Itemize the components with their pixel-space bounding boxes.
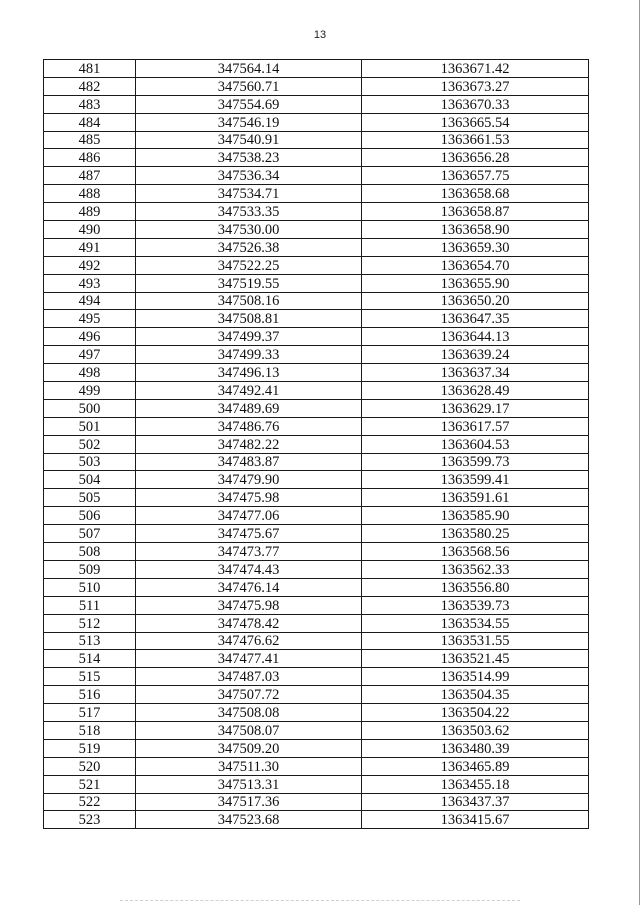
x-coordinate-cell: 347546.19 bbox=[136, 113, 362, 131]
x-coordinate-cell: 347536.34 bbox=[136, 167, 362, 185]
y-coordinate-cell: 1363671.42 bbox=[362, 60, 589, 78]
x-coordinate-cell: 347487.03 bbox=[136, 668, 362, 686]
x-coordinate-cell: 347475.98 bbox=[136, 489, 362, 507]
x-coordinate-cell: 347478.42 bbox=[136, 614, 362, 632]
table-row bbox=[44, 399, 589, 417]
y-coordinate-cell: 1363658.90 bbox=[362, 221, 589, 239]
y-coordinate-cell: 1363585.90 bbox=[362, 507, 589, 525]
x-coordinate-cell: 347533.35 bbox=[136, 203, 362, 221]
x-coordinate-cell: 347476.14 bbox=[136, 578, 362, 596]
point-number-cell: 494 bbox=[44, 292, 136, 310]
point-number-cell: 500 bbox=[44, 399, 136, 417]
point-number-cell: 508 bbox=[44, 543, 136, 561]
y-coordinate-cell: 1363556.80 bbox=[362, 578, 589, 596]
x-coordinate-cell: 347508.07 bbox=[136, 721, 362, 739]
table-row bbox=[44, 435, 589, 453]
y-coordinate-cell: 1363655.90 bbox=[362, 274, 589, 292]
y-coordinate-cell: 1363504.22 bbox=[362, 704, 589, 722]
x-coordinate-cell: 347508.81 bbox=[136, 310, 362, 328]
table-row bbox=[44, 811, 589, 829]
point-number-cell: 495 bbox=[44, 310, 136, 328]
y-coordinate-cell: 1363455.18 bbox=[362, 775, 589, 793]
y-coordinate-cell: 1363599.73 bbox=[362, 453, 589, 471]
table-row bbox=[44, 364, 589, 382]
y-coordinate-cell: 1363591.61 bbox=[362, 489, 589, 507]
y-coordinate-cell: 1363604.53 bbox=[362, 435, 589, 453]
table-row bbox=[44, 471, 589, 489]
y-coordinate-cell: 1363647.35 bbox=[362, 310, 589, 328]
table-row bbox=[44, 167, 589, 185]
point-number-cell: 493 bbox=[44, 274, 136, 292]
page-number: 13 bbox=[313, 29, 327, 41]
x-coordinate-cell: 347526.38 bbox=[136, 238, 362, 256]
point-number-cell: 489 bbox=[44, 203, 136, 221]
x-coordinate-cell: 347534.71 bbox=[136, 185, 362, 203]
x-coordinate-cell: 347507.72 bbox=[136, 686, 362, 704]
y-coordinate-cell: 1363656.28 bbox=[362, 149, 589, 167]
table-row bbox=[44, 775, 589, 793]
point-number-cell: 521 bbox=[44, 775, 136, 793]
table-row bbox=[44, 793, 589, 811]
table-row bbox=[44, 560, 589, 578]
point-number-cell: 505 bbox=[44, 489, 136, 507]
table-row bbox=[44, 650, 589, 668]
y-coordinate-cell: 1363480.39 bbox=[362, 739, 589, 757]
table-row bbox=[44, 686, 589, 704]
y-coordinate-cell: 1363639.24 bbox=[362, 346, 589, 364]
point-number-cell: 491 bbox=[44, 238, 136, 256]
y-coordinate-cell: 1363654.70 bbox=[362, 256, 589, 274]
x-coordinate-cell: 347508.08 bbox=[136, 704, 362, 722]
x-coordinate-cell: 347492.41 bbox=[136, 382, 362, 400]
x-coordinate-cell: 347511.30 bbox=[136, 757, 362, 775]
table-row bbox=[44, 113, 589, 131]
y-coordinate-cell: 1363437.37 bbox=[362, 793, 589, 811]
table-row bbox=[44, 632, 589, 650]
point-number-cell: 516 bbox=[44, 686, 136, 704]
table-row bbox=[44, 417, 589, 435]
y-coordinate-cell: 1363531.55 bbox=[362, 632, 589, 650]
table-row bbox=[44, 578, 589, 596]
point-number-cell: 517 bbox=[44, 704, 136, 722]
coordinates-table bbox=[43, 59, 589, 829]
point-number-cell: 483 bbox=[44, 95, 136, 113]
table-row bbox=[44, 507, 589, 525]
table-row bbox=[44, 525, 589, 543]
point-number-cell: 484 bbox=[44, 113, 136, 131]
x-coordinate-cell: 347564.14 bbox=[136, 60, 362, 78]
table-row bbox=[44, 346, 589, 364]
table-row bbox=[44, 739, 589, 757]
x-coordinate-cell: 347496.13 bbox=[136, 364, 362, 382]
bottom-divider bbox=[120, 900, 520, 901]
x-coordinate-cell: 347554.69 bbox=[136, 95, 362, 113]
point-number-cell: 482 bbox=[44, 77, 136, 95]
table-row bbox=[44, 203, 589, 221]
table-row bbox=[44, 489, 589, 507]
x-coordinate-cell: 347489.69 bbox=[136, 399, 362, 417]
point-number-cell: 510 bbox=[44, 578, 136, 596]
x-coordinate-cell: 347482.22 bbox=[136, 435, 362, 453]
table-row bbox=[44, 274, 589, 292]
point-number-cell: 492 bbox=[44, 256, 136, 274]
y-coordinate-cell: 1363658.87 bbox=[362, 203, 589, 221]
y-coordinate-cell: 1363665.54 bbox=[362, 113, 589, 131]
point-number-cell: 503 bbox=[44, 453, 136, 471]
table-row bbox=[44, 256, 589, 274]
point-number-cell: 518 bbox=[44, 721, 136, 739]
x-coordinate-cell: 347499.37 bbox=[136, 328, 362, 346]
table-row bbox=[44, 721, 589, 739]
x-coordinate-cell: 347522.25 bbox=[136, 256, 362, 274]
y-coordinate-cell: 1363658.68 bbox=[362, 185, 589, 203]
y-coordinate-cell: 1363629.17 bbox=[362, 399, 589, 417]
x-coordinate-cell: 347517.36 bbox=[136, 793, 362, 811]
table-row bbox=[44, 328, 589, 346]
x-coordinate-cell: 347499.33 bbox=[136, 346, 362, 364]
y-coordinate-cell: 1363650.20 bbox=[362, 292, 589, 310]
table-row bbox=[44, 668, 589, 686]
table-row bbox=[44, 757, 589, 775]
point-number-cell: 506 bbox=[44, 507, 136, 525]
point-number-cell: 486 bbox=[44, 149, 136, 167]
x-coordinate-cell: 347475.67 bbox=[136, 525, 362, 543]
point-number-cell: 512 bbox=[44, 614, 136, 632]
x-coordinate-cell: 347538.23 bbox=[136, 149, 362, 167]
y-coordinate-cell: 1363670.33 bbox=[362, 95, 589, 113]
table-row bbox=[44, 704, 589, 722]
point-number-cell: 523 bbox=[44, 811, 136, 829]
point-number-cell: 513 bbox=[44, 632, 136, 650]
x-coordinate-cell: 347523.68 bbox=[136, 811, 362, 829]
y-coordinate-cell: 1363599.41 bbox=[362, 471, 589, 489]
x-coordinate-cell: 347486.76 bbox=[136, 417, 362, 435]
point-number-cell: 496 bbox=[44, 328, 136, 346]
y-coordinate-cell: 1363514.99 bbox=[362, 668, 589, 686]
point-number-cell: 502 bbox=[44, 435, 136, 453]
x-coordinate-cell: 347474.43 bbox=[136, 560, 362, 578]
y-coordinate-cell: 1363539.73 bbox=[362, 596, 589, 614]
x-coordinate-cell: 347476.62 bbox=[136, 632, 362, 650]
point-number-cell: 490 bbox=[44, 221, 136, 239]
y-coordinate-cell: 1363521.45 bbox=[362, 650, 589, 668]
x-coordinate-cell: 347540.91 bbox=[136, 131, 362, 149]
coordinates-table-body bbox=[44, 60, 589, 829]
y-coordinate-cell: 1363568.56 bbox=[362, 543, 589, 561]
table-row bbox=[44, 596, 589, 614]
y-coordinate-cell: 1363637.34 bbox=[362, 364, 589, 382]
table-row bbox=[44, 453, 589, 471]
table-row bbox=[44, 310, 589, 328]
table-row bbox=[44, 238, 589, 256]
y-coordinate-cell: 1363628.49 bbox=[362, 382, 589, 400]
point-number-cell: 498 bbox=[44, 364, 136, 382]
table-row bbox=[44, 221, 589, 239]
point-number-cell: 504 bbox=[44, 471, 136, 489]
x-coordinate-cell: 347473.77 bbox=[136, 543, 362, 561]
point-number-cell: 519 bbox=[44, 739, 136, 757]
point-number-cell: 501 bbox=[44, 417, 136, 435]
table-row bbox=[44, 77, 589, 95]
y-coordinate-cell: 1363580.25 bbox=[362, 525, 589, 543]
point-number-cell: 522 bbox=[44, 793, 136, 811]
point-number-cell: 511 bbox=[44, 596, 136, 614]
x-coordinate-cell: 347508.16 bbox=[136, 292, 362, 310]
y-coordinate-cell: 1363644.13 bbox=[362, 328, 589, 346]
table-row bbox=[44, 60, 589, 78]
x-coordinate-cell: 347530.00 bbox=[136, 221, 362, 239]
x-coordinate-cell: 347475.98 bbox=[136, 596, 362, 614]
y-coordinate-cell: 1363534.55 bbox=[362, 614, 589, 632]
point-number-cell: 509 bbox=[44, 560, 136, 578]
table-row bbox=[44, 185, 589, 203]
y-coordinate-cell: 1363465.89 bbox=[362, 757, 589, 775]
table-row bbox=[44, 382, 589, 400]
x-coordinate-cell: 347560.71 bbox=[136, 77, 362, 95]
y-coordinate-cell: 1363661.53 bbox=[362, 131, 589, 149]
y-coordinate-cell: 1363617.57 bbox=[362, 417, 589, 435]
x-coordinate-cell: 347479.90 bbox=[136, 471, 362, 489]
point-number-cell: 487 bbox=[44, 167, 136, 185]
y-coordinate-cell: 1363673.27 bbox=[362, 77, 589, 95]
point-number-cell: 481 bbox=[44, 60, 136, 78]
point-number-cell: 515 bbox=[44, 668, 136, 686]
table-row bbox=[44, 131, 589, 149]
point-number-cell: 520 bbox=[44, 757, 136, 775]
x-coordinate-cell: 347477.41 bbox=[136, 650, 362, 668]
point-number-cell: 514 bbox=[44, 650, 136, 668]
y-coordinate-cell: 1363562.33 bbox=[362, 560, 589, 578]
x-coordinate-cell: 347477.06 bbox=[136, 507, 362, 525]
point-number-cell: 497 bbox=[44, 346, 136, 364]
point-number-cell: 488 bbox=[44, 185, 136, 203]
point-number-cell: 485 bbox=[44, 131, 136, 149]
x-coordinate-cell: 347513.31 bbox=[136, 775, 362, 793]
point-number-cell: 507 bbox=[44, 525, 136, 543]
x-coordinate-cell: 347509.20 bbox=[136, 739, 362, 757]
y-coordinate-cell: 1363415.67 bbox=[362, 811, 589, 829]
table-row bbox=[44, 95, 589, 113]
x-coordinate-cell: 347519.55 bbox=[136, 274, 362, 292]
y-coordinate-cell: 1363659.30 bbox=[362, 238, 589, 256]
table-row bbox=[44, 543, 589, 561]
y-coordinate-cell: 1363503.62 bbox=[362, 721, 589, 739]
table-row bbox=[44, 149, 589, 167]
y-coordinate-cell: 1363504.35 bbox=[362, 686, 589, 704]
table-row bbox=[44, 614, 589, 632]
y-coordinate-cell: 1363657.75 bbox=[362, 167, 589, 185]
point-number-cell: 499 bbox=[44, 382, 136, 400]
table-row bbox=[44, 292, 589, 310]
x-coordinate-cell: 347483.87 bbox=[136, 453, 362, 471]
